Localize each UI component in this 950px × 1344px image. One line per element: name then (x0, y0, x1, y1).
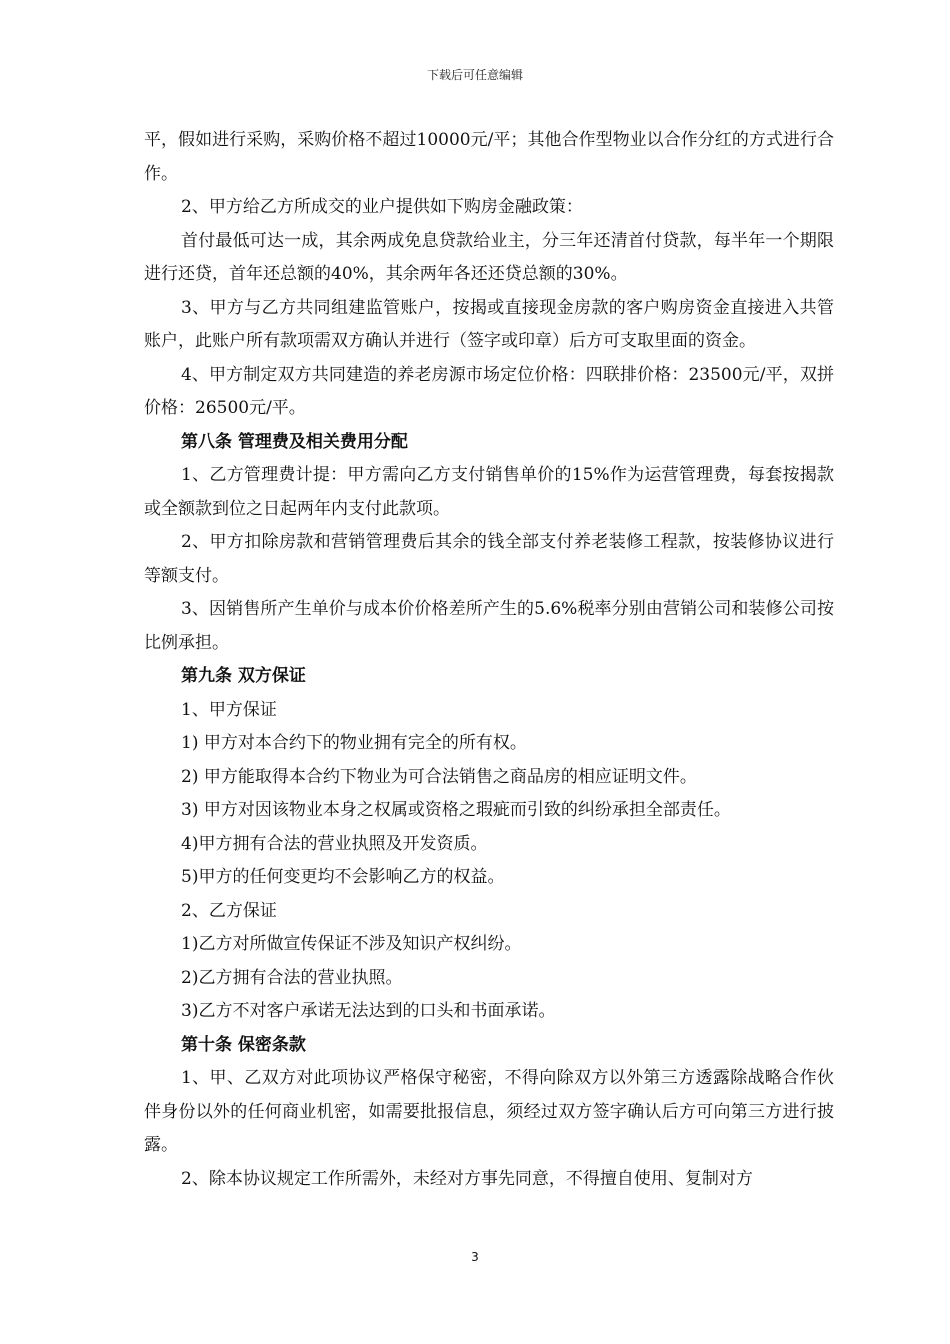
list-item: 5)甲方的任何变更均不会影响乙方的权益。 (181, 867, 505, 887)
paragraph: 平，假如进行采购，采购价格不超过10000元/平；其他合作型物业以合作分红的方式进行合作。 (144, 130, 834, 184)
paragraph: 2、除本协议规定工作所需外，未经对方事先同意，不得擅自使用、复制对方 (181, 1168, 753, 1189)
page-header: 下载后可任意编辑 (426, 68, 523, 82)
document-body (144, 124, 834, 1196)
list-item: 1) 甲方对本合约下的物业拥有完全的所有权。 (181, 733, 527, 753)
paragraph: 3、甲方与乙方共同组建监管账户，按揭或直接现金房款的客户购房资金直接进入共管账户，此账户所有款项需双方确认并进行（签字或印章）后方可支取里面的资金。 (144, 297, 834, 351)
page-number: 3 (471, 1250, 479, 1264)
list-item: 2) 甲方能取得本合约下物业为可合法销售之商品房的相应证明文件。 (181, 766, 697, 787)
paragraph: 4、甲方制定双方共同建造的养老房源市场定位价格：四联排价格：23500元/平，双拼价格：26500元/平。 (144, 364, 834, 418)
paragraph: 首付最低可达一成，其余两成免息贷款给业主，分三年还清首付贷款，每半年一个期限进行还贷，首年还总额的40%，其余两年各还还贷总额的30%。 (144, 230, 834, 284)
list-item: 3)乙方不对客户承诺无法达到的口头和书面承诺。 (181, 1001, 556, 1021)
list-item: 1、甲方保证 (181, 699, 277, 720)
list-item: 2、乙方保证 (181, 900, 277, 921)
section-heading: 第十条 保密条款 (181, 1034, 306, 1055)
list-item: 2)乙方拥有合法的营业执照。 (181, 967, 403, 988)
section-heading: 第八条 管理费及相关费用分配 (181, 431, 408, 452)
paragraph: 1、甲、乙双方对此项协议严格保守秘密，不得向除双方以外第三方透露除战略合作伙伴身份以外的任何商业机密，如需要批报信息，须经过双方签字确认后方可向第三方进行披露。 (144, 1068, 834, 1155)
paragraph: 2、甲方给乙方所成交的业户提供如下购房金融政策： (181, 197, 583, 217)
paragraph: 3、因销售所产生单价与成本价价格差所产生的5.6%税率分别由营销公司和装修公司按比例承担。 (144, 599, 834, 653)
paragraph: 2、甲方扣除房款和营销管理费后其余的钱全部支付养老装修工程款，按装修协议进行等额支付。 (144, 532, 834, 586)
paragraph: 1、乙方管理费计提：甲方需向乙方支付销售单价的15%作为运营管理费，每套按揭款或全额款到位之日起两年内支付此款项。 (144, 465, 834, 519)
list-item: 3) 甲方对因该物业本身之权属或资格之瑕疵而引致的纠纷承担全部责任。 (181, 800, 731, 820)
list-item: 4)甲方拥有合法的营业执照及开发资质。 (181, 833, 488, 854)
list-item: 1)乙方对所做宣传保证不涉及知识产权纠纷。 (181, 934, 522, 954)
section-heading: 第九条 双方保证 (181, 666, 306, 686)
